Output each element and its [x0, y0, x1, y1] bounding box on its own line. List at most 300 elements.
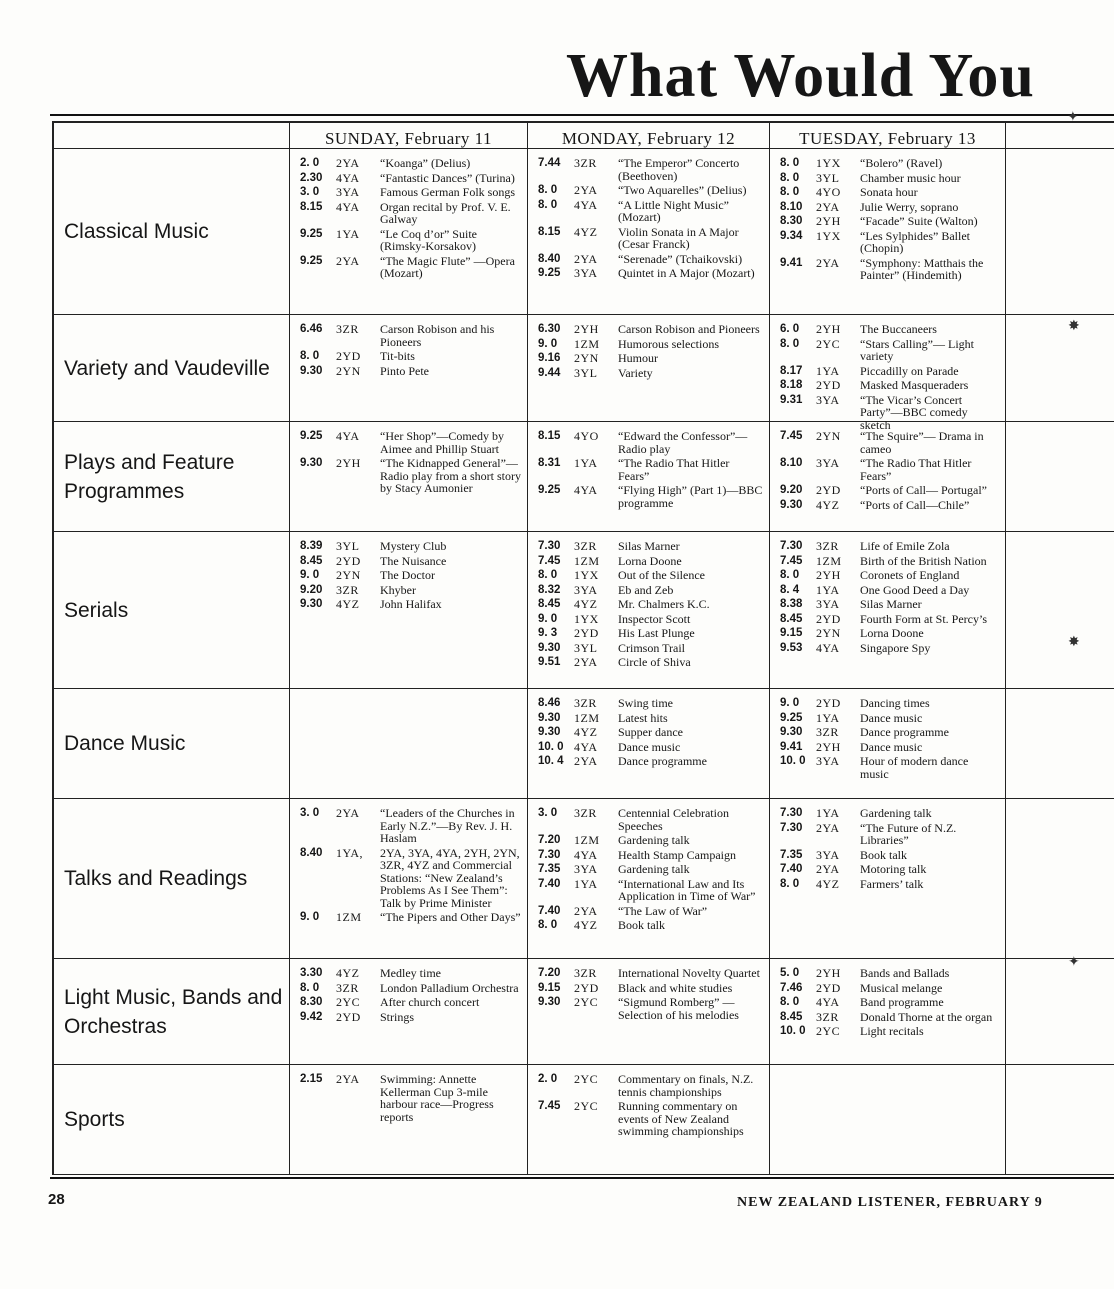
program-time: 8.39	[300, 540, 323, 552]
program-time: 7.46	[780, 981, 803, 994]
schedule-cell-monday	[528, 959, 770, 1065]
program-entry	[538, 338, 763, 351]
program-time: 8.45	[538, 598, 561, 610]
program-title: Bands and Ballads	[860, 966, 950, 980]
program-station: 4YZ	[574, 224, 598, 239]
program-title: Life of Emile Zola	[860, 539, 950, 553]
event-list	[770, 799, 1005, 890]
program-entry	[538, 584, 763, 597]
schedule-cell-monday	[528, 315, 770, 422]
program-station: 1ZM	[574, 710, 600, 725]
program-title: Inspector Scott	[618, 611, 691, 626]
program-entry	[780, 257, 999, 282]
page-title: What Would You	[566, 42, 1035, 110]
program-entry	[300, 255, 521, 280]
corner-cell	[52, 121, 290, 149]
program-station: 4YA	[816, 640, 840, 655]
program-entry	[300, 457, 521, 495]
schedule-cell-tuesday	[770, 689, 1006, 799]
program-station: 3YA	[816, 597, 840, 611]
program-time: 7.45	[780, 430, 803, 442]
program-time: 8. 0	[780, 569, 800, 581]
program-time: 9.41	[780, 256, 803, 269]
program-time: 8.15	[538, 430, 561, 442]
program-station: 3YA	[816, 847, 840, 862]
schedule-cell-tuesday	[770, 149, 1006, 315]
program-entry	[538, 878, 763, 903]
program-time: 9.25	[780, 711, 803, 724]
schedule-cell-sunday	[290, 959, 528, 1065]
program-entry	[300, 807, 521, 845]
program-entry	[538, 267, 763, 280]
event-list	[770, 422, 1005, 511]
program-title: Variety	[618, 365, 653, 380]
program-station: 3YA	[336, 185, 360, 199]
program-time: 9.25	[300, 430, 323, 442]
program-time: 8.45	[780, 1010, 803, 1023]
continued-column-cell	[1006, 422, 1114, 532]
program-title: “Stars Calling”— Light variety	[860, 336, 974, 363]
program-title: Commentary on finals, N.Z. tennis championships	[618, 1072, 754, 1099]
program-station: 2YA	[336, 1072, 360, 1086]
program-time: 7.44	[538, 157, 561, 169]
program-station: 1ZM	[816, 553, 842, 568]
program-station: 2YC	[816, 336, 841, 351]
program-entry	[538, 807, 763, 832]
program-title: Sonata hour	[860, 185, 918, 199]
program-station: 3ZR	[574, 539, 597, 553]
program-title: John Halifax	[380, 597, 442, 611]
program-entry	[538, 484, 763, 509]
program-time: 8.45	[300, 554, 323, 567]
program-time: 9.30	[300, 457, 323, 469]
program-station: 3YA	[816, 392, 840, 407]
program-station: 2YA	[336, 806, 360, 820]
program-title: Centennial Celebration Speeches	[618, 806, 729, 833]
program-title: Quintet in A Major (Mozart)	[618, 266, 755, 280]
program-title: The Buccaneers	[860, 322, 937, 336]
continued-column-cell	[1006, 799, 1114, 959]
program-entry	[300, 201, 521, 226]
program-title: “Serenade” (Tchaikovski)	[618, 251, 743, 266]
program-entry	[538, 367, 763, 380]
program-station: 1YA	[816, 363, 840, 378]
program-station: 2YH	[816, 322, 841, 336]
program-title: “Leaders of the Churches in Early N.Z.”—By Rev. J. H. Haslam	[380, 806, 515, 845]
program-station: 4YZ	[574, 597, 598, 611]
program-title: 2YA, 3YA, 4YA, 2YH, 2YN, 3ZR, 4YZ and Commercial Stations: “New Zealand’s Problems As I See Them”: Talk by Prime Minister	[380, 845, 520, 910]
program-station: 2YC	[574, 1099, 599, 1113]
continued-column-header	[1006, 121, 1114, 149]
program-entry	[538, 555, 763, 568]
program-station: 1YA,	[336, 845, 364, 860]
program-station: 3ZR	[816, 539, 839, 553]
program-station: 2YA	[574, 754, 598, 768]
program-time: 9. 0	[780, 697, 800, 709]
program-time: 10. 0	[780, 1025, 806, 1037]
program-time: 2. 0	[538, 1073, 558, 1085]
event-list	[770, 149, 1005, 282]
program-time: 8. 0	[780, 157, 800, 169]
program-entry	[780, 457, 999, 482]
program-title: London Palladium Orchestra	[380, 980, 519, 995]
program-entry	[300, 323, 521, 348]
program-station: 1YA	[816, 582, 840, 597]
program-time: 8.31	[538, 457, 561, 469]
program-title: Black and white studies	[618, 980, 733, 995]
top-rule	[50, 114, 1114, 116]
program-time: 9.44	[538, 366, 561, 379]
printer-mark-icon: ✸	[1068, 634, 1080, 650]
program-station: 1YA	[574, 456, 598, 470]
program-entry	[780, 323, 999, 336]
program-time: 7.40	[538, 904, 561, 917]
program-entry	[538, 540, 763, 553]
program-time: 9.15	[780, 627, 803, 639]
program-station: 2YN	[574, 351, 599, 365]
program-station: 3YL	[574, 640, 598, 655]
program-entry	[780, 726, 999, 739]
program-entry	[780, 186, 999, 199]
program-title: One Good Deed a Day	[860, 582, 970, 597]
event-list	[528, 1065, 769, 1138]
schedule-cell-tuesday	[770, 799, 1006, 959]
program-title: Lorna Doone	[618, 553, 682, 568]
program-station: 2YH	[816, 568, 841, 582]
continued-column-cell	[1006, 532, 1114, 689]
program-station: 2YA	[336, 156, 360, 170]
program-station: 2YD	[816, 980, 841, 995]
program-title: The Doctor	[380, 568, 435, 582]
program-entry	[538, 457, 763, 482]
event-list	[290, 149, 527, 280]
program-time: 7.40	[538, 877, 561, 890]
program-title: “Edward the Confessor”—Radio play	[618, 429, 748, 456]
program-station: 2YA	[816, 862, 840, 876]
program-time: 9.30	[538, 711, 561, 724]
program-title: “The Radio That Hitler Fears”	[860, 456, 972, 483]
program-time: 9.25	[300, 254, 323, 267]
event-list	[290, 532, 527, 611]
program-title: “The Law of War”	[618, 903, 708, 918]
program-title: Dance programme	[618, 754, 707, 768]
program-title: Hour of modern dance music	[860, 754, 969, 781]
program-title: His Last Plunge	[618, 626, 695, 640]
program-entry	[780, 584, 999, 597]
program-time: 6. 0	[780, 323, 800, 335]
schedule-cell-tuesday	[770, 532, 1006, 689]
program-time: 9.41	[780, 740, 803, 753]
program-title: The Nuisance	[380, 553, 447, 568]
program-station: 4YA	[336, 170, 360, 185]
program-station: 3ZR	[336, 980, 359, 995]
program-title: “Two Aquarelles” (Delius)	[618, 183, 747, 197]
day-header-monday: MONDAY, February 12	[528, 121, 770, 149]
program-station: 1ZM	[336, 910, 362, 924]
program-entry	[780, 807, 999, 820]
program-station: 1YX	[574, 568, 599, 582]
program-entry	[300, 569, 521, 582]
program-time: 8. 0	[780, 996, 800, 1008]
program-title: Gardening talk	[618, 862, 690, 876]
schedule-cell-monday	[528, 689, 770, 799]
schedule-cell-sunday	[290, 422, 528, 532]
program-station: 2YA	[336, 253, 360, 268]
program-title: Birth of the British Nation	[860, 553, 987, 568]
program-station: 4YZ	[574, 918, 598, 932]
schedule-cell-sunday	[290, 315, 528, 422]
program-time: 9.30	[780, 498, 803, 511]
program-time: 8. 0	[780, 171, 800, 184]
program-time: 10. 4	[538, 755, 564, 767]
schedule-cell-tuesday	[770, 959, 1006, 1065]
program-entry	[780, 627, 999, 640]
program-time: 8.32	[538, 583, 561, 596]
program-time: 9.34	[780, 229, 803, 242]
program-station: 3YA	[574, 862, 598, 876]
program-entry	[780, 555, 999, 568]
program-title: Mystery Club	[380, 539, 447, 553]
program-title: “International Law and Its Application in Time of War”	[618, 876, 756, 903]
program-entry	[300, 1011, 521, 1024]
printer-mark-icon: ✦	[1067, 109, 1079, 125]
program-station: 2YN	[336, 363, 361, 378]
program-entry	[780, 755, 999, 780]
program-station: 2YH	[336, 456, 361, 470]
program-title: “Symphony: Matthais the Painter” (Hindemith)	[860, 255, 984, 282]
program-entry	[538, 863, 763, 876]
program-time: 8.10	[780, 200, 803, 213]
program-entry	[780, 697, 999, 710]
day-header-tuesday: TUESDAY, February 13	[770, 121, 1006, 149]
program-entry	[538, 430, 763, 455]
program-time: 7.45	[780, 554, 803, 567]
program-time: 9. 0	[300, 569, 320, 581]
program-entry	[780, 540, 999, 553]
category-label: Talks and Readings	[52, 799, 290, 959]
program-time: 9.16	[538, 352, 561, 364]
program-time: 7.30	[780, 540, 803, 552]
program-station: 3YA	[574, 266, 598, 280]
program-entry	[300, 911, 521, 924]
program-entry	[780, 598, 999, 611]
program-station: 3ZR	[574, 156, 597, 170]
program-time: 3.30	[300, 967, 323, 979]
program-time: 2.30	[300, 171, 323, 184]
program-station: 1YA	[574, 876, 598, 891]
program-station: 4YZ	[336, 597, 360, 611]
program-entry	[780, 982, 999, 995]
printer-mark-icon: ✦	[1068, 954, 1080, 970]
program-title: “The Magic Flute” —Opera (Mozart)	[380, 253, 515, 280]
program-entry	[300, 228, 521, 253]
program-station: 2YD	[574, 980, 599, 995]
program-time: 8.15	[300, 200, 323, 213]
program-time: 9.25	[300, 227, 323, 240]
program-title: “Bolero” (Ravel)	[860, 156, 943, 170]
continued-column-cell	[1006, 1065, 1114, 1175]
program-entry	[538, 253, 763, 266]
program-title: “The Radio That Hitler Fears”	[618, 456, 730, 483]
schedule-cell-monday	[528, 532, 770, 689]
program-time: 8.30	[780, 215, 803, 227]
program-time: 7.30	[780, 807, 803, 819]
program-title: Julie Werry, soprano	[860, 199, 959, 214]
event-list	[290, 1065, 527, 1123]
event-list	[528, 149, 769, 280]
program-entry	[538, 741, 763, 754]
event-list	[528, 422, 769, 509]
program-entry	[780, 430, 999, 455]
program-title: Gardening talk	[860, 806, 932, 820]
program-time: 8. 0	[538, 198, 558, 211]
program-entry	[780, 712, 999, 725]
program-title: Band programme	[860, 995, 944, 1009]
category-label: Dance Music	[52, 689, 290, 799]
program-entry	[780, 201, 999, 214]
program-entry	[300, 847, 521, 910]
program-title: Coronets of England	[860, 568, 960, 582]
event-list	[290, 315, 527, 377]
program-title: Silas Marner	[860, 597, 922, 611]
program-entry	[300, 430, 521, 455]
program-time: 7.45	[538, 554, 561, 567]
program-title: Organ recital by Prof. V. E. Galway	[380, 199, 511, 226]
program-time: 7.35	[780, 848, 803, 861]
program-station: 1YX	[574, 611, 599, 626]
program-entry	[538, 323, 763, 336]
program-entry	[780, 996, 999, 1009]
program-station: 4YO	[816, 185, 841, 199]
program-time: 8. 4	[780, 583, 800, 596]
program-station: 2YA	[574, 903, 598, 918]
program-station: 2YH	[816, 739, 841, 754]
program-entry	[780, 1025, 999, 1038]
program-time: 7.30	[538, 848, 561, 861]
program-time: 8. 0	[300, 981, 320, 994]
program-time: 9. 0	[300, 911, 320, 923]
program-entry	[780, 215, 999, 228]
schedule-cell-tuesday	[770, 422, 1006, 532]
program-entry	[538, 1073, 763, 1098]
program-time: 8. 0	[780, 186, 800, 198]
program-station: 4YZ	[816, 497, 840, 512]
program-entry	[538, 569, 763, 582]
schedule-cell-tuesday	[770, 1065, 1006, 1175]
program-title: Health Stamp Campaign	[618, 847, 736, 862]
day-header-sunday: SUNDAY, February 11	[290, 121, 528, 149]
program-station: 2YN	[816, 429, 841, 443]
program-station: 4YZ	[816, 876, 840, 891]
program-entry	[780, 484, 999, 497]
program-title: Donald Thorne at the organ	[860, 1009, 993, 1024]
program-entry	[300, 584, 521, 597]
program-station: 4YA	[816, 995, 840, 1009]
program-time: 8.46	[538, 697, 561, 709]
program-station: 1ZM	[574, 553, 600, 568]
category-label: Variety and Vaudeville	[52, 315, 290, 422]
program-entry	[780, 569, 999, 582]
program-title: Light recitals	[860, 1024, 924, 1038]
schedule-cell-sunday	[290, 689, 528, 799]
program-station: 2YC	[574, 995, 599, 1009]
program-time: 9.25	[538, 267, 561, 279]
program-title: Swimming: Annette Kellerman Cup 3-mile harbour race—Progress reports	[380, 1072, 494, 1124]
program-title: “Koanga” (Delius)	[380, 156, 471, 170]
program-time: 8. 0	[538, 569, 558, 581]
program-time: 8. 0	[538, 184, 558, 196]
program-time: 8.15	[538, 225, 561, 238]
program-title: Mr. Chalmers K.C.	[618, 597, 710, 611]
bottom-rule	[50, 1177, 1114, 1179]
program-time: 7.45	[538, 1100, 561, 1112]
program-entry	[538, 656, 763, 669]
category-label: Plays and Feature Programmes	[52, 422, 290, 532]
program-title: Running commentary on events of New Zealand swimming championships	[618, 1099, 744, 1138]
program-time: 9.30	[300, 598, 323, 610]
program-title: “Sigmund Romberg” —Selection of his melodies	[618, 995, 739, 1022]
program-title: Out of the Silence	[618, 568, 705, 582]
program-entry	[780, 849, 999, 862]
program-time: 9. 0	[538, 337, 558, 350]
program-title: Lorna Doone	[860, 626, 924, 640]
program-station: 1YA	[336, 226, 360, 241]
program-title: Dance music	[618, 739, 681, 754]
program-entry	[780, 365, 999, 378]
event-list	[770, 1065, 1005, 1073]
program-entry	[780, 157, 999, 170]
program-entry	[300, 186, 521, 199]
event-list	[770, 532, 1005, 654]
program-time: 9.53	[780, 641, 803, 654]
schedule-cell-tuesday	[770, 315, 1006, 432]
program-title: Tit-bits	[380, 349, 415, 363]
program-title: “The Squire”— Drama in cameo	[860, 429, 984, 456]
program-station: 4YA	[574, 197, 598, 212]
program-time: 7.40	[780, 863, 803, 875]
program-station: 4YO	[574, 429, 599, 443]
program-time: 8.40	[538, 252, 561, 265]
program-title: Supper dance	[618, 725, 683, 739]
continued-column-cell	[1006, 149, 1114, 315]
program-entry	[780, 338, 999, 363]
schedule-cell-monday	[528, 149, 770, 315]
program-time: 10. 0	[780, 755, 806, 767]
program-station: 2YA	[574, 655, 598, 669]
program-title: Khyber	[380, 582, 416, 597]
program-time: 7.20	[538, 834, 561, 846]
event-list	[528, 315, 769, 379]
program-entry	[538, 849, 763, 862]
program-station: 3ZR	[816, 1009, 839, 1024]
program-entry	[780, 230, 999, 255]
program-time: 2. 0	[300, 157, 320, 169]
program-time: 8.18	[780, 379, 803, 391]
program-station: 2YC	[816, 1024, 841, 1038]
program-title: Musical melange	[860, 980, 943, 995]
program-entry	[300, 996, 521, 1009]
program-title: Famous German Folk songs	[380, 185, 515, 199]
schedule-cell-monday	[528, 799, 770, 959]
program-station: 3YL	[816, 170, 840, 185]
program-station: 2YH	[574, 322, 599, 336]
program-station: 3ZR	[816, 725, 839, 739]
event-list	[528, 532, 769, 669]
program-time: 9.20	[300, 583, 323, 596]
program-station: 2YD	[336, 1009, 361, 1024]
program-station: 3ZR	[336, 582, 359, 597]
schedule-cell-sunday	[290, 799, 528, 959]
